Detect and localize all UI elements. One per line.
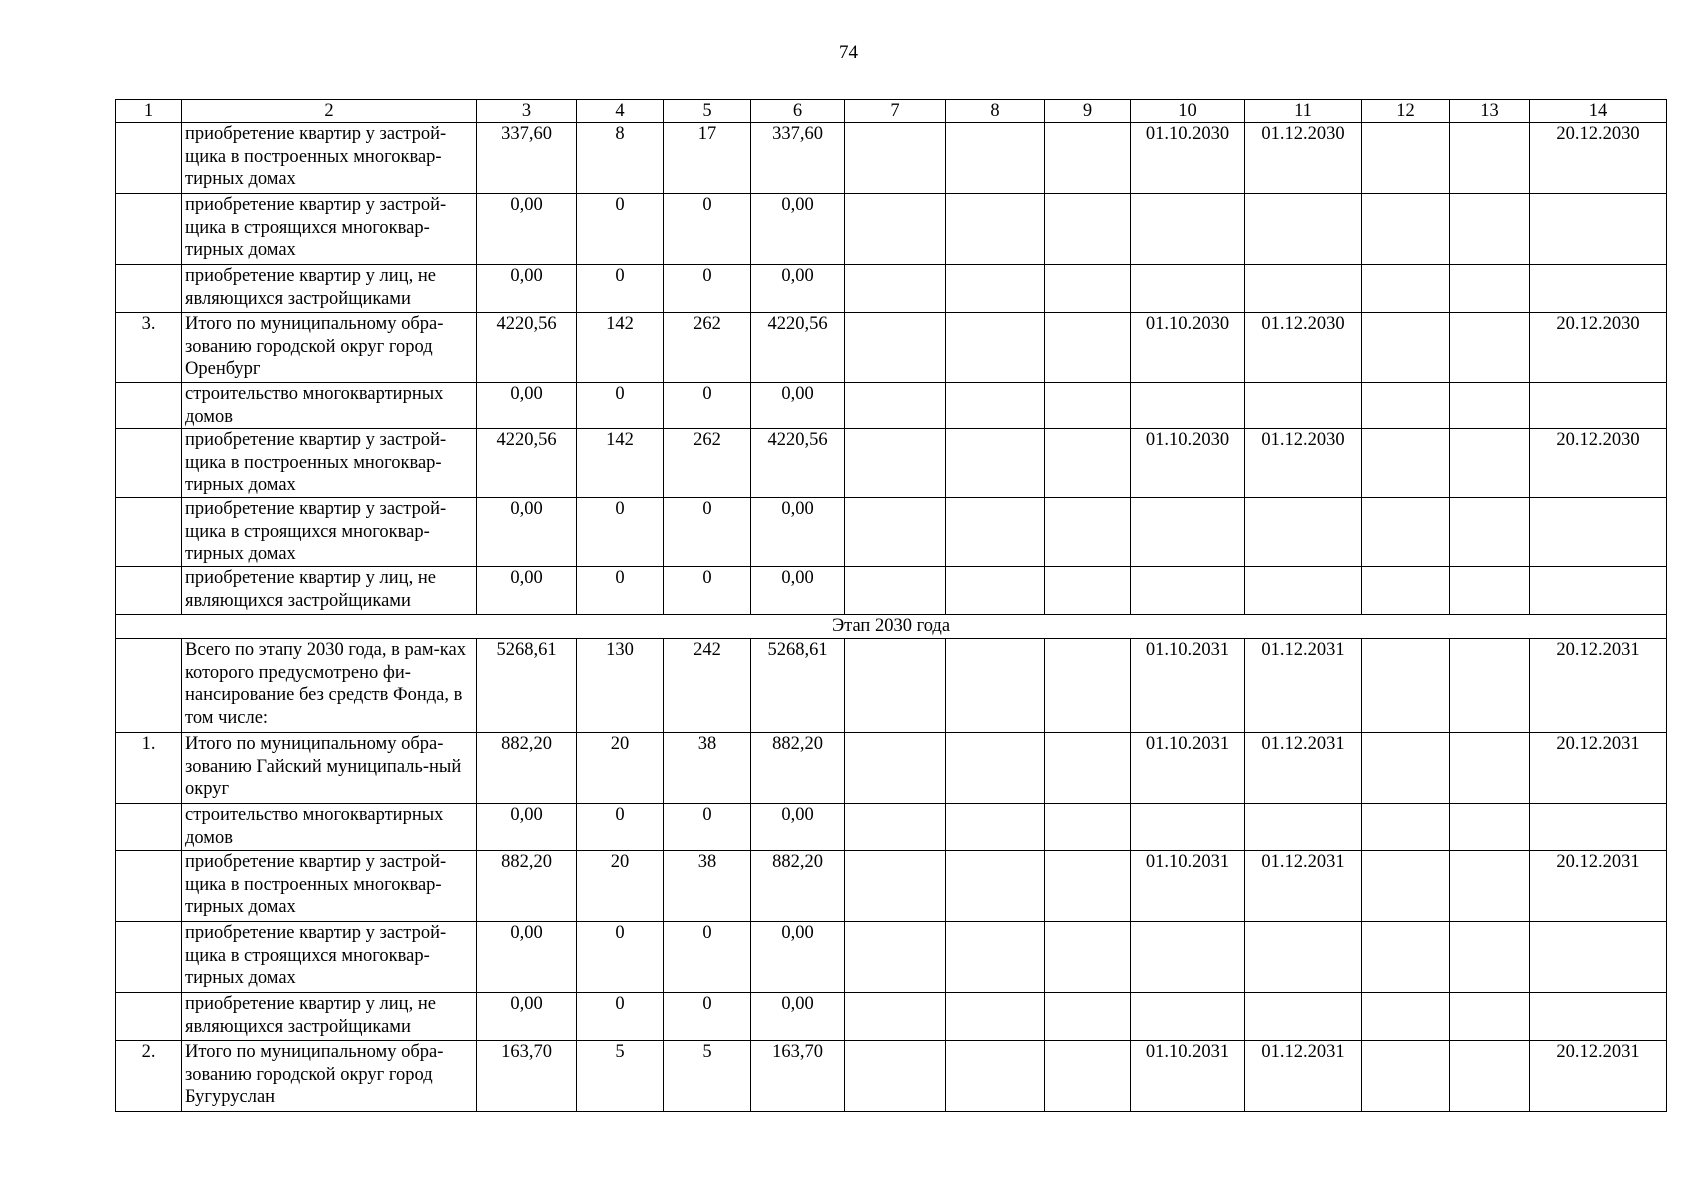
- cell-col-14: 20.12.2030: [1530, 123, 1667, 194]
- row-description: приобретение квартир у застрой-щика в построенных многоквар-тирных домах: [182, 851, 477, 922]
- cell-col-12: [1362, 123, 1450, 194]
- cell-col-4: 20: [577, 733, 664, 804]
- resettlement-table: [115, 99, 1667, 1112]
- cell-col-11: [1245, 922, 1362, 993]
- cell-col-13: [1450, 123, 1530, 194]
- cell-col-7: [845, 194, 946, 265]
- cell-col-7: [845, 1041, 946, 1112]
- cell-col-10: 01.10.2030: [1131, 429, 1245, 498]
- cell-col-8: [946, 922, 1045, 993]
- cell-col-8: [946, 851, 1045, 922]
- cell-col-4: 0: [577, 383, 664, 429]
- row-description: приобретение квартир у лиц, не являющихся застройщиками: [182, 993, 477, 1041]
- cell-col-5: 242: [664, 639, 751, 733]
- cell-col-3: 0,00: [477, 567, 577, 615]
- cell-col-5: 262: [664, 429, 751, 498]
- cell-col-5: 0: [664, 383, 751, 429]
- column-number-header: 10: [1131, 100, 1245, 123]
- cell-col-5: 0: [664, 265, 751, 313]
- stage-label: Этап 2030 года: [116, 615, 1667, 639]
- cell-col-13: [1450, 922, 1530, 993]
- cell-col-9: [1045, 922, 1131, 993]
- cell-col-12: [1362, 429, 1450, 498]
- cell-col-3: 0,00: [477, 383, 577, 429]
- cell-col-6: 882,20: [751, 733, 845, 804]
- row-description: приобретение квартир у лиц, не являющихся застройщиками: [182, 567, 477, 615]
- cell-col-3: 0,00: [477, 922, 577, 993]
- cell-col-12: [1362, 498, 1450, 567]
- cell-col-11: 01.12.2030: [1245, 123, 1362, 194]
- cell-col-9: [1045, 313, 1131, 383]
- row-number: 2.: [116, 1041, 182, 1112]
- table-row: [116, 851, 1667, 922]
- row-description: Итого по муниципальному обра-зованию городской округ город Бугуруслан: [182, 1041, 477, 1112]
- column-number-header: 5: [664, 100, 751, 123]
- cell-col-7: [845, 804, 946, 851]
- cell-col-7: [845, 851, 946, 922]
- cell-col-6: 4220,56: [751, 429, 845, 498]
- cell-col-8: [946, 383, 1045, 429]
- cell-col-12: [1362, 313, 1450, 383]
- cell-col-14: 20.12.2031: [1530, 1041, 1667, 1112]
- table-row: [116, 639, 1667, 733]
- cell-col-7: [845, 733, 946, 804]
- cell-col-13: [1450, 313, 1530, 383]
- table-row: [116, 1041, 1667, 1112]
- cell-col-9: [1045, 383, 1131, 429]
- cell-col-14: [1530, 922, 1667, 993]
- table-row: [116, 265, 1667, 313]
- cell-col-4: 142: [577, 313, 664, 383]
- cell-col-14: [1530, 804, 1667, 851]
- row-number: 3.: [116, 313, 182, 383]
- cell-col-10: 01.10.2031: [1131, 639, 1245, 733]
- row-description: приобретение квартир у застрой-щика в построенных многоквар-тирных домах: [182, 429, 477, 498]
- cell-col-13: [1450, 567, 1530, 615]
- cell-col-5: 0: [664, 498, 751, 567]
- cell-col-14: 20.12.2030: [1530, 429, 1667, 498]
- cell-col-10: [1131, 383, 1245, 429]
- cell-col-10: [1131, 922, 1245, 993]
- cell-col-4: 0: [577, 567, 664, 615]
- column-number-header: 14: [1530, 100, 1667, 123]
- cell-col-7: [845, 123, 946, 194]
- cell-col-8: [946, 265, 1045, 313]
- cell-col-12: [1362, 851, 1450, 922]
- table-row: [116, 733, 1667, 804]
- cell-col-4: 0: [577, 993, 664, 1041]
- table-row: [116, 313, 1667, 383]
- cell-col-4: 0: [577, 265, 664, 313]
- row-description: Всего по этапу 2030 года, в рам-ках которого предусмотрено фи-нансирование без средств Фонда, в том числе:: [182, 639, 477, 733]
- cell-col-7: [845, 498, 946, 567]
- row-number: [116, 194, 182, 265]
- cell-col-13: [1450, 383, 1530, 429]
- cell-col-6: 337,60: [751, 123, 845, 194]
- column-number-header: 11: [1245, 100, 1362, 123]
- cell-col-7: [845, 313, 946, 383]
- cell-col-12: [1362, 733, 1450, 804]
- cell-col-4: 0: [577, 498, 664, 567]
- cell-col-8: [946, 733, 1045, 804]
- cell-col-9: [1045, 1041, 1131, 1112]
- cell-col-13: [1450, 265, 1530, 313]
- column-number-header: 3: [477, 100, 577, 123]
- row-description: строительство многоквартирных домов: [182, 804, 477, 851]
- cell-col-8: [946, 993, 1045, 1041]
- cell-col-6: 0,00: [751, 804, 845, 851]
- cell-col-12: [1362, 993, 1450, 1041]
- table-row: [116, 498, 1667, 567]
- cell-col-11: [1245, 194, 1362, 265]
- column-number-header: 1: [116, 100, 182, 123]
- cell-col-10: [1131, 498, 1245, 567]
- cell-col-3: 5268,61: [477, 639, 577, 733]
- cell-col-10: 01.10.2031: [1131, 851, 1245, 922]
- cell-col-12: [1362, 804, 1450, 851]
- cell-col-9: [1045, 265, 1131, 313]
- cell-col-12: [1362, 383, 1450, 429]
- row-number: [116, 922, 182, 993]
- cell-col-14: 20.12.2031: [1530, 733, 1667, 804]
- cell-col-14: [1530, 567, 1667, 615]
- column-number-header: 6: [751, 100, 845, 123]
- row-number: [116, 851, 182, 922]
- table-row: [116, 123, 1667, 194]
- cell-col-14: [1530, 265, 1667, 313]
- cell-col-9: [1045, 851, 1131, 922]
- cell-col-10: 01.10.2030: [1131, 313, 1245, 383]
- row-description: строительство многоквартирных домов: [182, 383, 477, 429]
- row-number: 1.: [116, 733, 182, 804]
- cell-col-6: 0,00: [751, 993, 845, 1041]
- cell-col-3: 0,00: [477, 194, 577, 265]
- cell-col-6: 0,00: [751, 265, 845, 313]
- cell-col-3: 163,70: [477, 1041, 577, 1112]
- cell-col-3: 882,20: [477, 851, 577, 922]
- cell-col-5: 0: [664, 567, 751, 615]
- cell-col-13: [1450, 733, 1530, 804]
- cell-col-12: [1362, 567, 1450, 615]
- cell-col-9: [1045, 804, 1131, 851]
- cell-col-8: [946, 804, 1045, 851]
- cell-col-9: [1045, 429, 1131, 498]
- cell-col-10: 01.10.2031: [1131, 1041, 1245, 1112]
- cell-col-5: 0: [664, 922, 751, 993]
- cell-col-6: 0,00: [751, 567, 845, 615]
- cell-col-10: 01.10.2030: [1131, 123, 1245, 194]
- cell-col-10: [1131, 265, 1245, 313]
- cell-col-4: 0: [577, 804, 664, 851]
- cell-col-11: 01.12.2031: [1245, 639, 1362, 733]
- cell-col-8: [946, 1041, 1045, 1112]
- cell-col-4: 130: [577, 639, 664, 733]
- table-row: [116, 567, 1667, 615]
- cell-col-7: [845, 639, 946, 733]
- cell-col-10: [1131, 194, 1245, 265]
- cell-col-3: 882,20: [477, 733, 577, 804]
- cell-col-5: 17: [664, 123, 751, 194]
- cell-col-5: 5: [664, 1041, 751, 1112]
- cell-col-4: 0: [577, 194, 664, 265]
- cell-col-12: [1362, 639, 1450, 733]
- cell-col-13: [1450, 804, 1530, 851]
- cell-col-6: 882,20: [751, 851, 845, 922]
- cell-col-9: [1045, 498, 1131, 567]
- column-number-header: 2: [182, 100, 477, 123]
- cell-col-3: 337,60: [477, 123, 577, 194]
- column-number-header: 13: [1450, 100, 1530, 123]
- cell-col-10: [1131, 567, 1245, 615]
- cell-col-13: [1450, 851, 1530, 922]
- cell-col-4: 0: [577, 922, 664, 993]
- cell-col-14: 20.12.2031: [1530, 639, 1667, 733]
- table-row: [116, 804, 1667, 851]
- cell-col-12: [1362, 265, 1450, 313]
- cell-col-11: [1245, 498, 1362, 567]
- cell-col-6: 4220,56: [751, 313, 845, 383]
- row-description: Итого по муниципальному обра-зованию городской округ город Оренбург: [182, 313, 477, 383]
- cell-col-3: 0,00: [477, 498, 577, 567]
- cell-col-5: 0: [664, 993, 751, 1041]
- cell-col-13: [1450, 993, 1530, 1041]
- cell-col-11: 01.12.2031: [1245, 851, 1362, 922]
- column-number-header-row: [116, 100, 1667, 123]
- cell-col-11: 01.12.2030: [1245, 313, 1362, 383]
- cell-col-8: [946, 123, 1045, 194]
- cell-col-5: 38: [664, 851, 751, 922]
- column-number-header: 7: [845, 100, 946, 123]
- row-description: приобретение квартир у застрой-щика в построенных многоквар-тирных домах: [182, 123, 477, 194]
- table-row: [116, 922, 1667, 993]
- cell-col-14: [1530, 383, 1667, 429]
- cell-col-8: [946, 429, 1045, 498]
- row-description: приобретение квартир у застрой-щика в строящихся многоквар-тирных домах: [182, 194, 477, 265]
- cell-col-13: [1450, 194, 1530, 265]
- cell-col-14: [1530, 194, 1667, 265]
- cell-col-6: 0,00: [751, 922, 845, 993]
- cell-col-11: 01.12.2031: [1245, 733, 1362, 804]
- cell-col-9: [1045, 567, 1131, 615]
- cell-col-7: [845, 429, 946, 498]
- cell-col-3: 0,00: [477, 804, 577, 851]
- cell-col-9: [1045, 993, 1131, 1041]
- cell-col-3: 4220,56: [477, 313, 577, 383]
- cell-col-11: [1245, 383, 1362, 429]
- cell-col-13: [1450, 639, 1530, 733]
- row-number: [116, 567, 182, 615]
- column-number-header: 12: [1362, 100, 1450, 123]
- row-description: Итого по муниципальному обра-зованию Гайский муниципаль-ный округ: [182, 733, 477, 804]
- cell-col-14: 20.12.2031: [1530, 851, 1667, 922]
- cell-col-13: [1450, 498, 1530, 567]
- cell-col-13: [1450, 429, 1530, 498]
- row-description: приобретение квартир у застрой-щика в строящихся многоквар-тирных домах: [182, 922, 477, 993]
- cell-col-14: [1530, 993, 1667, 1041]
- column-number-header: 8: [946, 100, 1045, 123]
- cell-col-4: 142: [577, 429, 664, 498]
- cell-col-13: [1450, 1041, 1530, 1112]
- cell-col-7: [845, 567, 946, 615]
- stage-row: [116, 615, 1667, 639]
- cell-col-8: [946, 639, 1045, 733]
- cell-col-6: 0,00: [751, 383, 845, 429]
- cell-col-12: [1362, 1041, 1450, 1112]
- cell-col-4: 20: [577, 851, 664, 922]
- row-number: [116, 804, 182, 851]
- cell-col-9: [1045, 733, 1131, 804]
- cell-col-14: [1530, 498, 1667, 567]
- cell-col-10: [1131, 804, 1245, 851]
- cell-col-6: 0,00: [751, 194, 845, 265]
- row-number: [116, 383, 182, 429]
- page-number: 74: [839, 42, 858, 63]
- cell-col-12: [1362, 922, 1450, 993]
- row-number: [116, 639, 182, 733]
- cell-col-11: [1245, 804, 1362, 851]
- cell-col-6: 163,70: [751, 1041, 845, 1112]
- table-row: [116, 993, 1667, 1041]
- cell-col-9: [1045, 123, 1131, 194]
- cell-col-8: [946, 567, 1045, 615]
- cell-col-10: 01.10.2031: [1131, 733, 1245, 804]
- cell-col-12: [1362, 194, 1450, 265]
- row-number: [116, 265, 182, 313]
- cell-col-11: 01.12.2030: [1245, 429, 1362, 498]
- cell-col-8: [946, 498, 1045, 567]
- cell-col-8: [946, 194, 1045, 265]
- cell-col-11: 01.12.2031: [1245, 1041, 1362, 1112]
- column-number-header: 9: [1045, 100, 1131, 123]
- cell-col-6: 5268,61: [751, 639, 845, 733]
- cell-col-5: 262: [664, 313, 751, 383]
- cell-col-5: 0: [664, 194, 751, 265]
- cell-col-11: [1245, 567, 1362, 615]
- table-body: [116, 100, 1667, 1112]
- cell-col-14: 20.12.2030: [1530, 313, 1667, 383]
- table-row: [116, 194, 1667, 265]
- cell-col-5: 38: [664, 733, 751, 804]
- cell-col-5: 0: [664, 804, 751, 851]
- cell-col-11: [1245, 993, 1362, 1041]
- cell-col-3: 0,00: [477, 993, 577, 1041]
- cell-col-6: 0,00: [751, 498, 845, 567]
- row-number: [116, 498, 182, 567]
- row-number: [116, 429, 182, 498]
- table-row: [116, 383, 1667, 429]
- cell-col-7: [845, 383, 946, 429]
- cell-col-4: 8: [577, 123, 664, 194]
- cell-col-7: [845, 993, 946, 1041]
- cell-col-3: 0,00: [477, 265, 577, 313]
- cell-col-9: [1045, 194, 1131, 265]
- cell-col-3: 4220,56: [477, 429, 577, 498]
- cell-col-8: [946, 313, 1045, 383]
- row-number: [116, 123, 182, 194]
- column-number-header: 4: [577, 100, 664, 123]
- cell-col-9: [1045, 639, 1131, 733]
- table-row: [116, 429, 1667, 498]
- cell-col-11: [1245, 265, 1362, 313]
- cell-col-4: 5: [577, 1041, 664, 1112]
- row-description: приобретение квартир у лиц, не являющихся застройщиками: [182, 265, 477, 313]
- row-number: [116, 993, 182, 1041]
- row-description: приобретение квартир у застрой-щика в строящихся многоквар-тирных домах: [182, 498, 477, 567]
- cell-col-10: [1131, 993, 1245, 1041]
- cell-col-7: [845, 922, 946, 993]
- cell-col-7: [845, 265, 946, 313]
